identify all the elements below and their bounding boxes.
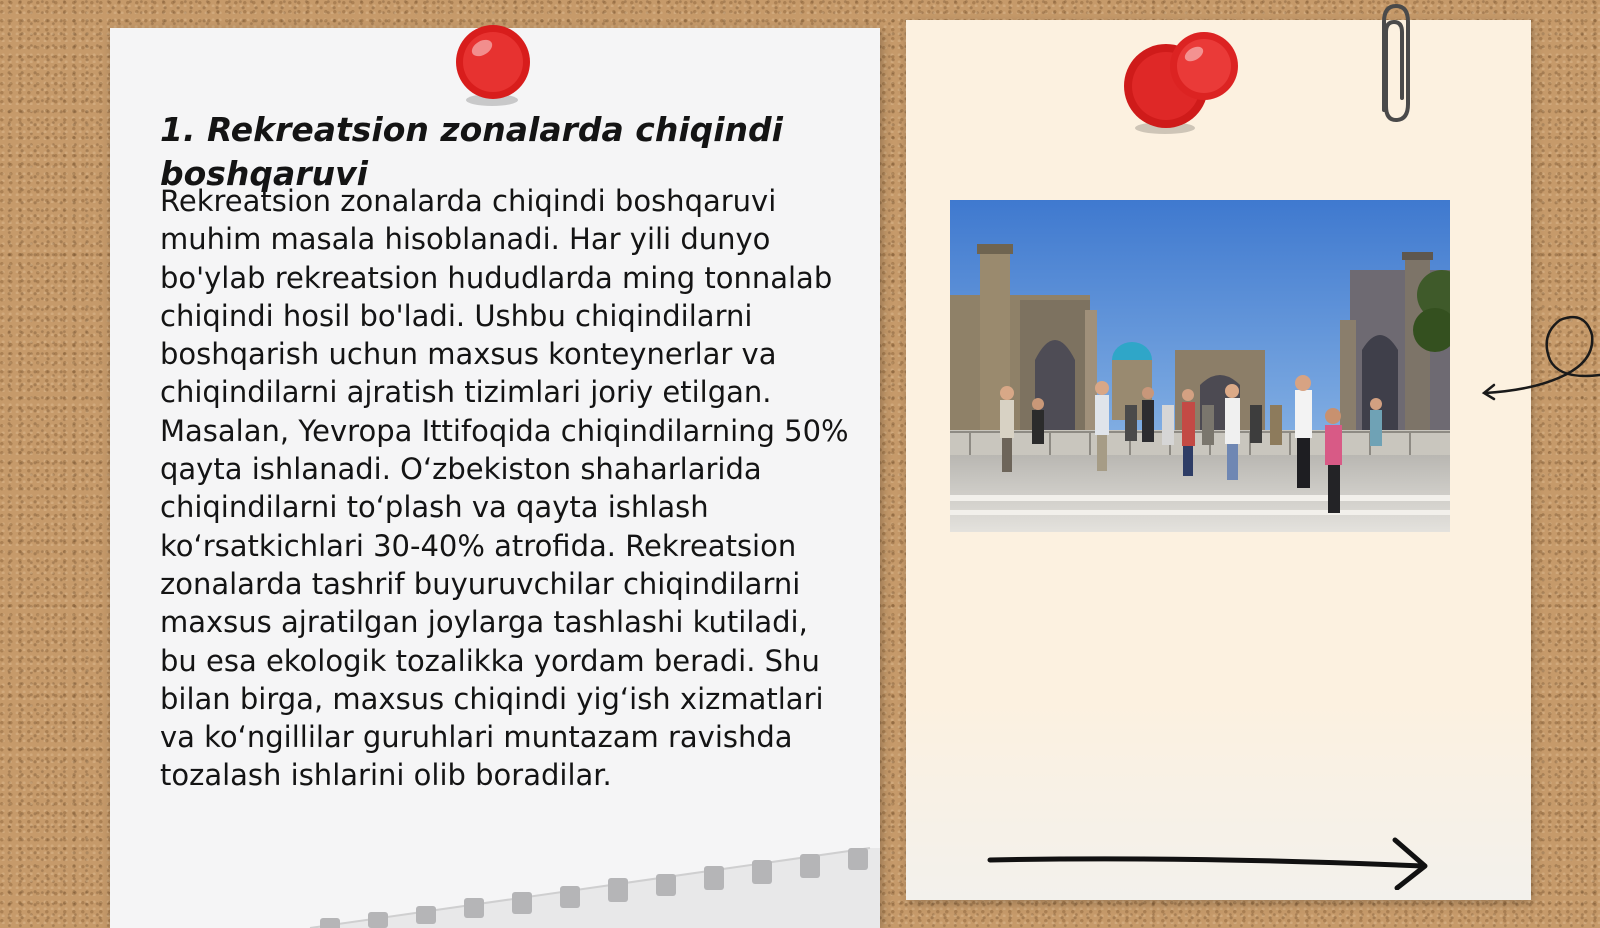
scribble-decoration <box>1480 305 1600 405</box>
registan-photo <box>950 200 1450 532</box>
slide-heading: 1. Rekreatsion zonalarda chiqindi boshqaruvi <box>160 110 783 193</box>
paperclip-icon <box>1372 0 1416 130</box>
torn-paper-edge <box>110 808 880 928</box>
left-note <box>110 28 880 928</box>
photo-illustration <box>950 200 1450 532</box>
arrow-right-icon <box>985 830 1445 890</box>
slide-body-text: Rekreatsion zonalarda chiqindi boshqaruvi muhim masala hisoblanadi. Har yili dunyo bo'ylab rekreatsion hududlarda ming tonnalab chiqindi hosil bo'ladi. Ushbu chiqindilarni boshqarish uchun maxsus konteynerlar va chiqindilarni ajratish tizimlari joriy etilgan. Masalan, Yevropa Ittifoqida chiqindilarning 50% qayta ishlanadi. O‘zbekiston shaharlarida chiqindilarni to‘plash va qayta ishlash ko‘rsatkichlari 30-40% atrofida. Rekreatsion zonalarda tashrif buyuruvchilar chiqindilarni maxsus ajratilgan joylarga tashlashi kutiladi, bu esa ekologik tozalikka yordam beradi. Shu bilan birga, maxsus chiqindi yig‘ish xizmatlari va ko‘ngillilar guruhlari muntazam ravishda tozalash ishlarini olib boradilar. <box>160 184 849 793</box>
text-block <box>160 108 850 795</box>
pushpin-icon <box>1120 30 1250 140</box>
pushpin-icon <box>450 20 540 110</box>
